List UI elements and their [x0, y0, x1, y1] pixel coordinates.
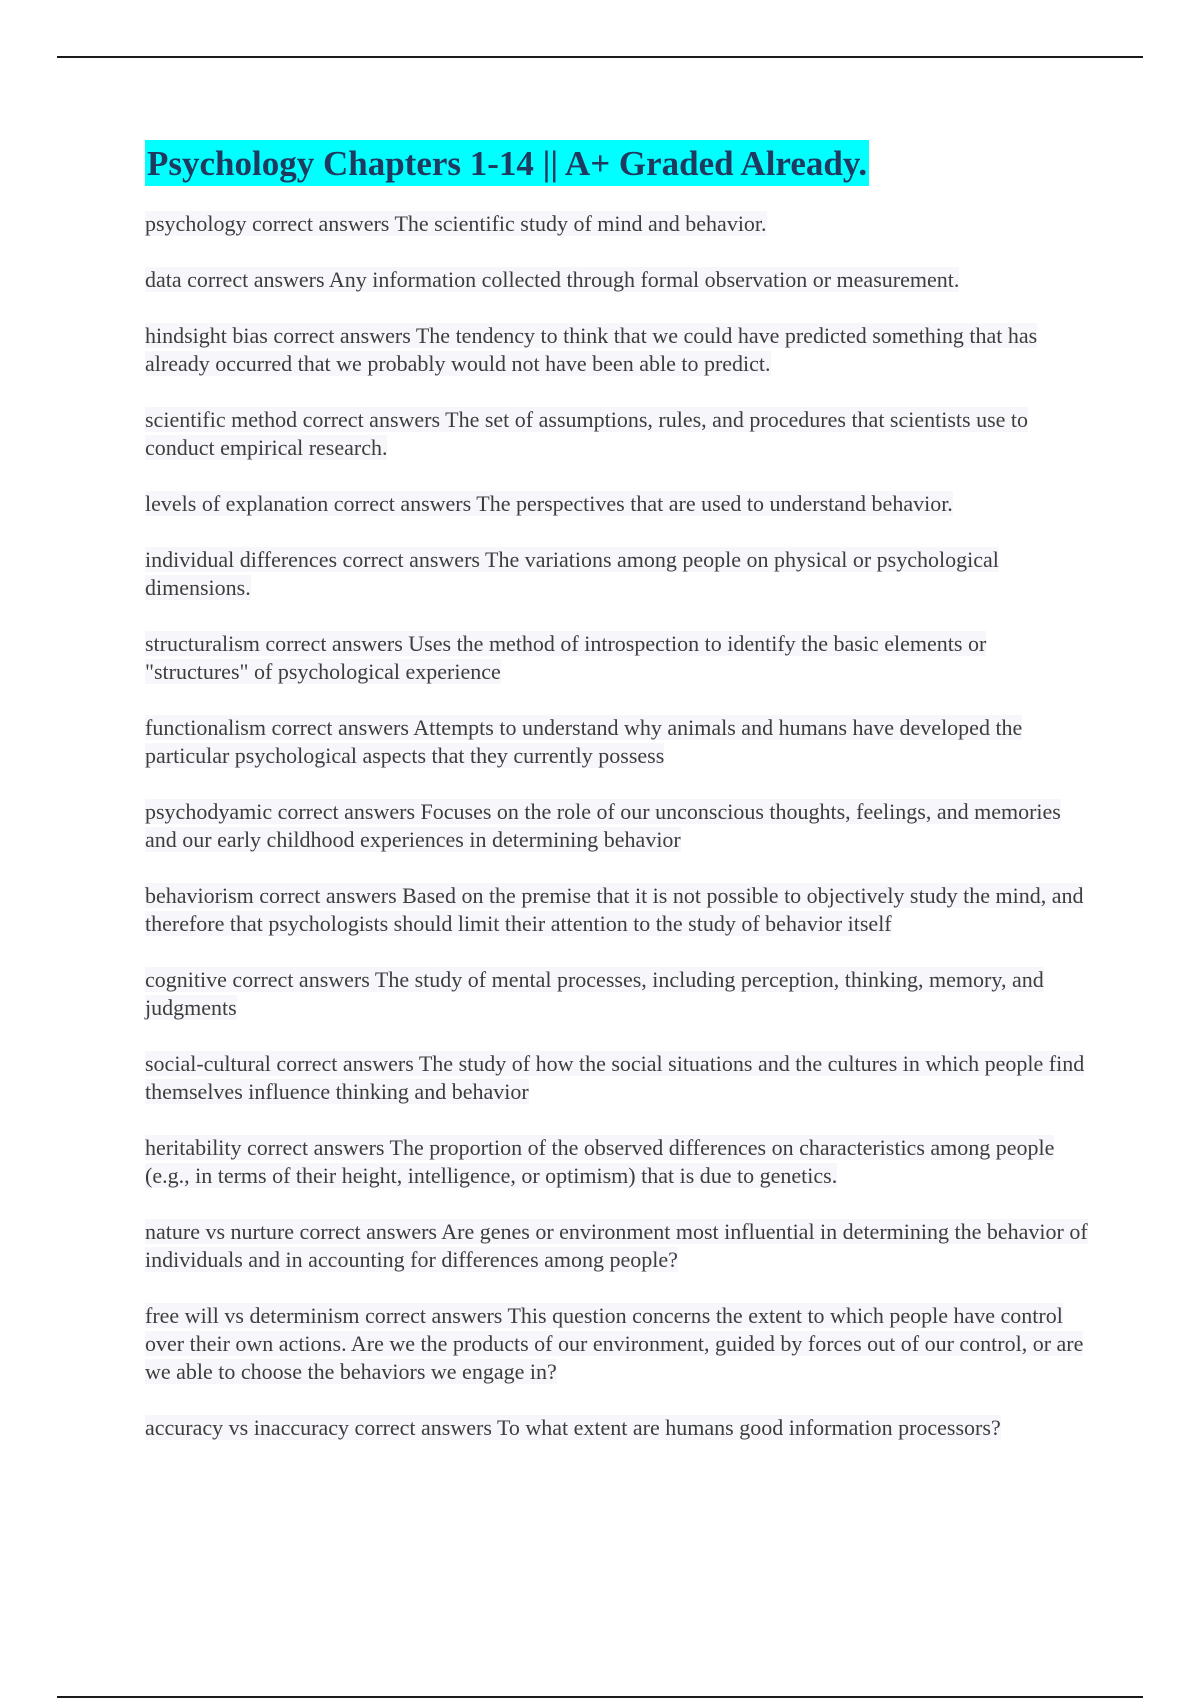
flashcard-text: psychodyamic correct answers Focuses on the role of our unconscious thoughts, feelings, and memories and our early childhood experiences in determining behavior	[145, 799, 1061, 852]
flashcard-text: nature vs nurture correct answers Are genes or environment most influential in determining the behavior of individuals and in accounting for differences among people?	[145, 1219, 1088, 1272]
flashcard-entry	[145, 966, 1090, 1022]
flashcard-text: social-cultural correct answers The study of how the social situations and the cultures in which people find themselves influence thinking and behavior	[145, 1051, 1085, 1104]
flashcard-entry	[145, 798, 1090, 854]
top-rule	[57, 56, 1143, 58]
flashcard-text: scientific method correct answers The set of assumptions, rules, and procedures that scientists use to conduct empirical research.	[145, 407, 1029, 460]
flashcard-text: levels of explanation correct answers The perspectives that are used to understand behavior.	[145, 491, 953, 516]
flashcard-text: behaviorism correct answers Based on the premise that it is not possible to objectively study the mind, and therefore that psychologists should limit their attention to the study of behavior itself	[145, 883, 1084, 936]
document-body	[145, 140, 1090, 1470]
flashcard-entry	[145, 546, 1090, 602]
flashcard-entry	[145, 406, 1090, 462]
flashcard-entry	[145, 322, 1090, 378]
bottom-rule	[57, 1696, 1143, 1698]
document-title: Psychology Chapters 1-14 || A+ Graded Already.	[145, 140, 869, 186]
flashcard-text: accuracy vs inaccuracy correct answers To what extent are humans good information processors?	[145, 1415, 1001, 1440]
flashcard-entry	[145, 714, 1090, 770]
flashcard-entry	[145, 266, 1090, 294]
flashcard-entry	[145, 882, 1090, 938]
flashcard-entry	[145, 630, 1090, 686]
flashcard-entry	[145, 490, 1090, 518]
flashcard-text: functionalism correct answers Attempts to understand why animals and humans have developed the particular psychological aspects that they currently possess	[145, 715, 1023, 768]
flashcard-text: individual differences correct answers The variations among people on physical or psychological dimensions.	[145, 547, 999, 600]
flashcard-entry	[145, 1414, 1090, 1442]
flashcard-entry	[145, 1218, 1090, 1274]
flashcard-text: cognitive correct answers The study of mental processes, including perception, thinking, memory, and judgments	[145, 967, 1044, 1020]
flashcard-text: free will vs determinism correct answers This question concerns the extent to which people have control over their own actions. Are we the products of our environment, guided by forces out of our control, or are we able to choose the behaviors we engage in?	[145, 1303, 1084, 1384]
flashcard-entry	[145, 1302, 1090, 1386]
flashcard-text: structuralism correct answers Uses the method of introspection to identify the basic elements or "structures" of psychological experience	[145, 631, 987, 684]
flashcard-text: heritability correct answers The proportion of the observed differences on characteristics among people (e.g., in terms of their height, intelligence, or optimism) that is due to genetics.	[145, 1135, 1055, 1188]
flashcard-text: psychology correct answers The scientific study of mind and behavior.	[145, 211, 767, 236]
flashcard-text: data correct answers Any information collected through formal observation or measurement.	[145, 267, 960, 292]
flashcard-entry	[145, 1134, 1090, 1190]
flashcard-text: hindsight bias correct answers The tendency to think that we could have predicted something that has already occurred that we probably would not have been able to predict.	[145, 323, 1038, 376]
flashcard-entry	[145, 210, 1090, 238]
flashcard-entry	[145, 1050, 1090, 1106]
